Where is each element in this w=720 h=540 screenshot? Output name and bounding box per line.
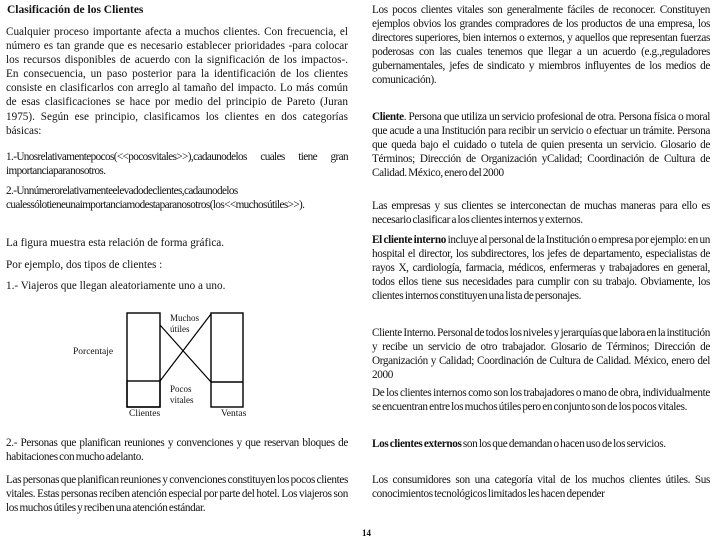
intro-paragraph: Cualquier proceso importante afecta a muchos clientes. Con frecuencia, el número es tan grande que es necesario establecer prioridades -para colocar los recursos disponibles de acuerdo con la significación de los impactos-. En consecuencia, un paso posterior para la identificación de los clientes consiste en clasificarlos con arreglo al tamaño del impacto. Lo más común de esas clasificaciones se hace por medio del principio de Pareto (Juran 1975). Según ese principio, clasificamos los clientes en dos categorías básicas: [6, 26, 348, 137]
label-porcentaje: Porcentaje [73, 347, 114, 357]
internal-client-example: De los clientes internos como son los trabajadores o mano de obra, individualmente se encuentran entre los muchos útiles pero en conjunto son de los pocos vitales. [372, 387, 710, 414]
pareto-diagram [0, 300, 360, 430]
label-clientes: Clientes [129, 409, 161, 419]
external-client-term: Los clientes externos [372, 438, 462, 450]
consumers-paragraph: Los consumidores son una categoría vital de los muchos clientes útiles. Sus conocimientos tecnológicos limitados les hacen depender [372, 474, 710, 501]
figure-intro: La figura muestra esta relación de forma gráfica. [6, 237, 225, 249]
clientes-pocos-box [127, 381, 160, 407]
internal-client-term: El cliente interno [372, 234, 447, 246]
cliente-definition-text: . Persona que utiliza un servicio profesional de otra. Persona física o moral que acude a una Institución para recibir un servicio o efectuar un trámite. Persona que queda bajo el cuidado o tutela de quien presenta un servicio. Glosario de Términos; Dirección de Organización yCalidad; Coordinación de Cultura de Calidad. México, enero del 2000 [372, 111, 710, 180]
label-pocos-vitales: Pocos vitales [170, 384, 194, 405]
category-item-2: 2.-Unnúmerorelativamenteelevadodeclientes,cadaunodelos cualessólotieneunaimportanciamodestaparanosotros (los<<muchos útiles>>). [6, 185, 305, 212]
companies-paragraph: Las empresas y sus clientes se interconectan de muchas maneras para ello es necesario clasificar a los clientes internos y externos. [372, 200, 710, 227]
external-client-text: son los que demandan o hacen uso de los servicios. [461, 438, 666, 450]
ventas-box [211, 313, 243, 407]
label-muchos-utiles: Muchos útiles [170, 313, 199, 334]
internal-client-paragraph [372, 233, 710, 303]
closing-paragraph: Las personas que planifican reuniones y convenciones constituyen los pocos clientes vitales. Estas personas reciben atención especial por parte del hotel. Los viajeros son los muchos útiles y reciben una atención estándar. [6, 474, 348, 515]
example-item-1: 1.- Viajeros que llegan aleatoriamente uno a uno. [6, 280, 226, 292]
internal-client-text: incluye al personal de la Institución o empresa por ejemplo: en un hospital el director, los subdirectores, los jefes de departamento, especialistas de rayos X, cardiología, farmacia, médicos, enfermeras y trabajadores en general, todos ellos tiene sus necesidades para cumplir con su trabajo. Obviamente, los clientes internos constituyen una lista de personajes. [372, 234, 710, 303]
vital-clients-paragraph: Los pocos clientes vitales son generalmente fáciles de reconocer. Constituyen ejemplos obvios los grandes compradores de los productos de una empresa, los directores superiores, bien internos o externos, y aquellos que representan fuerzas poderosas con las cuales tenemos que llegar a un acuerdo (e.g.,reguladores gubernamentales, jefes de sindicato y miembros influyentes de los medios de comunicación). [372, 4, 710, 87]
external-client-paragraph [372, 437, 710, 451]
internal-client-definition: Cliente Interno. Personal de todos los niveles y jerarquías que labora en la institución y recibe un servicio de otro trabajador. Glosario de Términos; Dirección de Organización y Calidad; Coordinación de Cultura de Calidad. México, enero del 2000 [372, 327, 710, 382]
example-intro: Por ejemplo, dos tipos de clientes : [6, 259, 163, 271]
cliente-definition [372, 110, 710, 180]
cliente-term: Cliente [372, 111, 404, 123]
clientes-muchos-box [127, 313, 160, 407]
page-number: 14 [362, 528, 371, 538]
category-item-1: 1.-Unosrelativamentepocos(<<pocosvitales>>),cadaunodelos cuales tiene gran importancia para nosotros. [6, 151, 348, 178]
label-ventas: Ventas [221, 409, 247, 419]
example-item-2: 2.- Personas que planifican reuniones y convenciones y que reservan bloques de habitaciones con mucho adelanto. [6, 437, 348, 464]
section-title: Clasificación de los Clientes [7, 4, 144, 16]
